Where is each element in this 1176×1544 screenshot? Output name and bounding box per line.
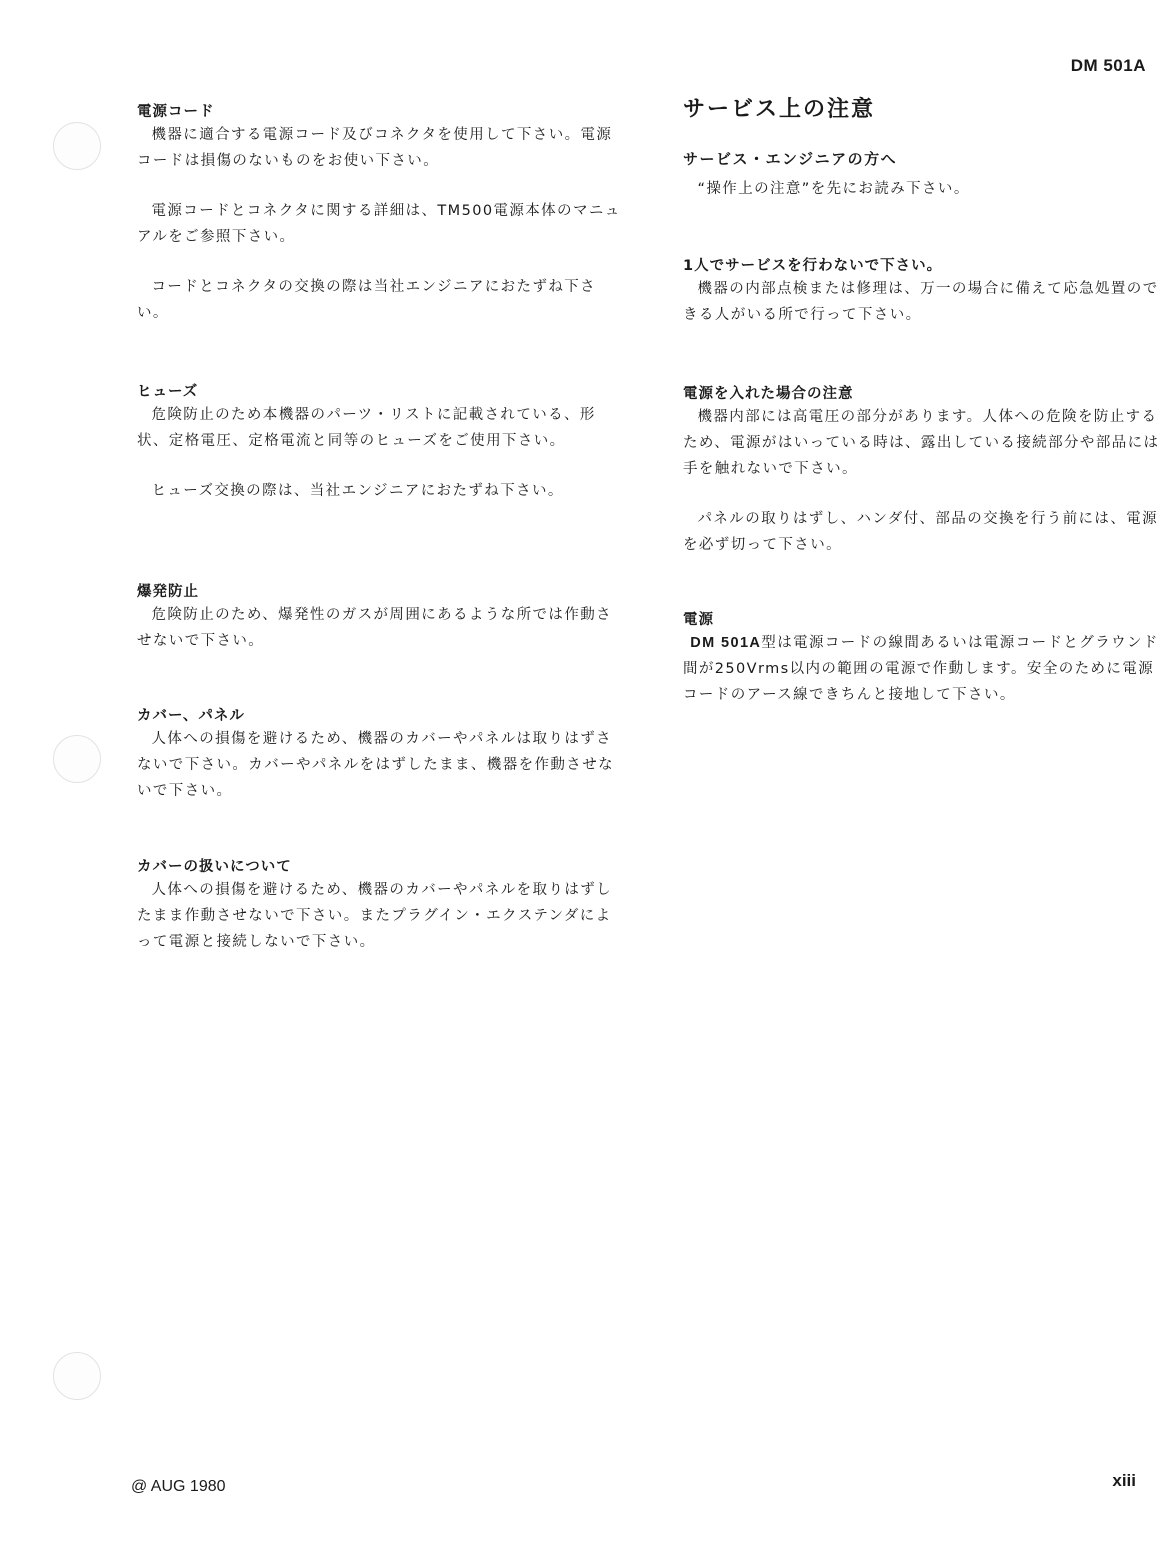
paragraph: パネルの取りはずし、ハンダ付、部品の交換を行う前には、電源を必ず切って下さい。 [683,511,1159,553]
section-title: カバー、パネル [137,708,245,724]
section-title: サービス・エンジニアの方へ [683,150,898,168]
section-title: 爆発防止 [137,584,199,600]
paragraph: 電源コードとコネクタに関する詳細は、TM500電源本体のマニュアルをご参照下さい。 [137,203,621,245]
section-cover-panel [137,706,627,804]
page-title-block [683,96,1161,124]
binder-hole-middle [53,735,101,783]
section-title: 電源を入れた場合の注意 [683,386,854,402]
section-for-engineers [683,148,1161,202]
paragraph: “操作上の注意”を先にお読み下さい。 [697,181,970,197]
section-title: ヒューズ [137,384,199,400]
page-title: サービス上の注意 [683,97,876,122]
paragraph: 危険防止のため、爆発性のガスが周囲にあるような所では作動させないで下さい。 [137,607,613,649]
section-title: 電源 [683,612,714,628]
paragraph: 機器内部には高電圧の部分があります。人体への危険を防止するため、電源がはいっている時は、露出している接続部分や部品には手を触れないで下さい。 [683,409,1160,477]
section-power-on-caution [683,384,1161,558]
model-name: DM 501A [690,635,762,651]
section-power-source [683,610,1161,708]
footer-copyright: @ AUG 1980 [131,1478,226,1495]
binder-hole-bottom [53,1352,101,1400]
binder-hole-top [53,122,101,170]
section-power-cord [137,102,627,326]
section-cover-handling [137,857,627,955]
paragraph: 危険防止のため本機器のパーツ・リストに記載されている、形状、定格電圧、定格電流と同等のヒューズをご使用下さい。 [137,407,596,449]
paragraph: 人体への損傷を避けるため、機器のカバーやパネルは取りはずさないで下さい。カバーやパネルをはずしたまま、機器を作動させないで下さい。 [137,731,614,799]
section-fuse [137,382,627,504]
section-title: 電源コード [137,104,215,120]
paragraph [683,630,1161,708]
section-title: 1人でサービスを行わないで下さい。 [683,258,943,274]
section-no-solo-service [683,256,1161,328]
paragraph-text: 型は電源コードの線間あるいは電源コードとグラウンド間が250Vrms以内の範囲の電源で作動します。安全のために電源コードのアース線できちんと接地して下さい。 [683,635,1159,703]
page-number: xiii [1112,1471,1136,1490]
paragraph: 機器に適合する電源コード及びコネクタを使用して下さい。電源コードは損傷のないものをお使い下さい。 [137,127,613,169]
paragraph: 機器の内部点検または修理は、万一の場合に備えて応急処置のできる人がいる所で行って下さい。 [683,281,1159,323]
paragraph: コードとコネクタの交換の際は当社エンジニアにおたずね下さい。 [137,279,597,321]
header-model-number: DM 501A [1070,56,1146,75]
section-title: カバーの扱いについて [137,859,292,875]
paragraph: ヒューズ交換の際は、当社エンジニアにおたずね下さい。 [151,483,564,499]
section-explosion-prevention [137,582,627,654]
paragraph: 人体への損傷を避けるため、機器のカバーやパネルを取りはずしたまま作動させないで下さい。またプラグイン・エクステンダによって電源と接続しないで下さい。 [137,882,613,950]
